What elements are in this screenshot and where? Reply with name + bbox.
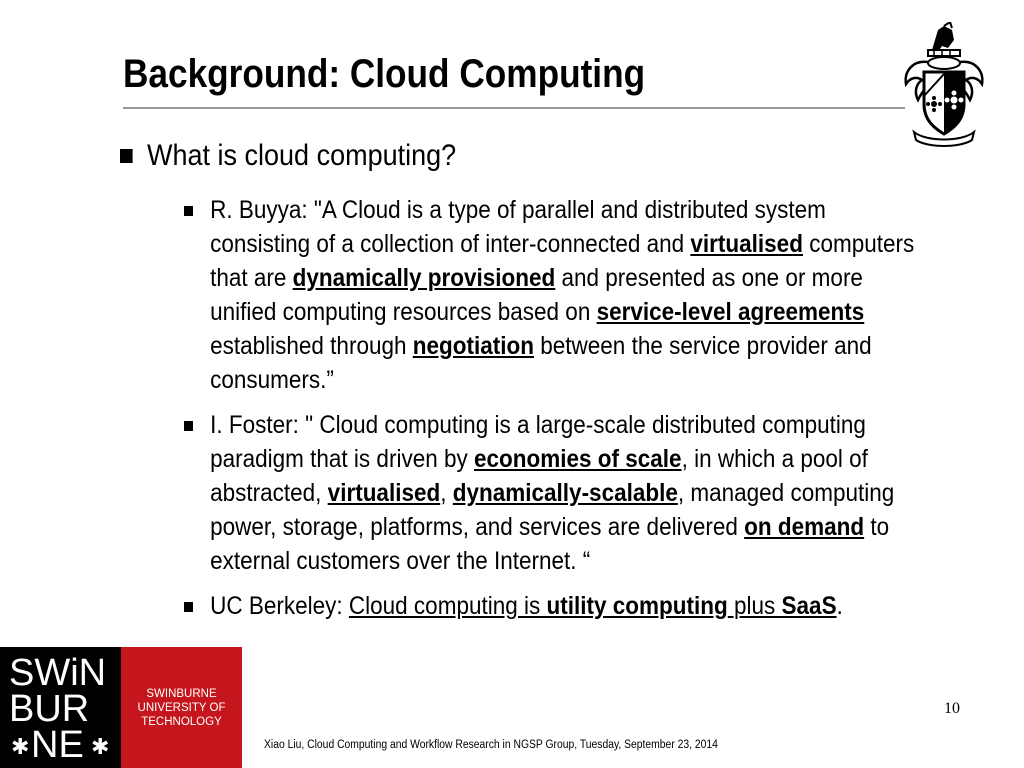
logo-name-line-1: SWINBURNE (146, 687, 217, 700)
page-number: 10 (944, 700, 960, 717)
logo-mark-line-1: SWiN (9, 652, 107, 694)
square-bullet-icon (184, 206, 193, 216)
foster-text-5: to external customers over the Internet. “ (210, 513, 890, 575)
question-text: What is cloud computing? (147, 139, 457, 172)
buyya-text-1: R. Buyya: "A Cloud is a type of parallel and distributed system consisting of a collection of inter-connected and (210, 196, 826, 258)
berkeley-underlined-2: plus (727, 592, 782, 620)
square-bullet-icon (120, 149, 133, 163)
buyya-text-5: between the service provider and consumers.” (210, 332, 872, 394)
buyya-keyword-provisioned: dynamically provisioned (292, 264, 556, 292)
foster-text-3: , (440, 479, 453, 507)
footer-text: Xiao Liu, Cloud Computing and Workflow Research in NGSP Group, Tuesday, September 23, 2014 (264, 739, 718, 751)
logo-star-right-icon: ✱ (91, 734, 110, 759)
buyya-text-2: computers that are (210, 230, 915, 292)
swinburne-logo-name (121, 647, 242, 768)
buyya-keyword-virtualised: virtualised (690, 230, 803, 258)
berkeley-keyword-utility: utility computing (546, 592, 728, 620)
foster-keyword-scalable: dynamically-scalable (452, 479, 678, 507)
berkeley-text-2: . (836, 592, 843, 620)
crest-icon (898, 22, 990, 148)
square-bullet-icon (184, 602, 193, 612)
foster-text-2: , in which a pool of abstracted, (210, 445, 868, 507)
definitions-list (184, 193, 918, 634)
berkeley-text-1: UC Berkeley: (210, 592, 349, 620)
buyya-keyword-negotiation: negotiation (412, 332, 535, 360)
swinburne-logo-svg (0, 647, 121, 768)
slide-title: Background: Cloud Computing (123, 52, 646, 96)
question-bullet (120, 136, 456, 176)
foster-keyword-virtualised: virtualised (327, 479, 441, 507)
logo-name-line-3: TECHNOLOGY (141, 715, 222, 728)
buyya-text-3: and presented as one or more unified computing resources based on (210, 264, 863, 326)
foster-definition (184, 408, 918, 578)
foster-keyword-economies: economies of scale (473, 445, 682, 473)
berkeley-keyword-saas: SaaS (781, 592, 837, 620)
logo-star-left-icon: ✱ (11, 734, 30, 759)
title-divider (123, 107, 905, 109)
berkeley-underlined-1: Cloud computing is (348, 592, 547, 620)
logo-mark-line-3: NE (31, 724, 84, 766)
berkeley-definition (184, 589, 918, 623)
logo-mark-line-2: BUR (9, 688, 90, 730)
foster-text-1: I. Foster: " Cloud computing is a large-scale distributed computing paradigm that is driven by (210, 411, 866, 473)
swinburne-logo-mark (0, 647, 121, 768)
buyya-keyword-sla: service-level agreements (596, 298, 865, 326)
logo-name-line-2: UNIVERSITY OF (137, 701, 226, 714)
foster-keyword-on-demand: on demand (744, 513, 865, 541)
buyya-text-4: established through (210, 332, 413, 360)
buyya-definition (184, 193, 918, 397)
foster-text-4: , managed computing power, storage, platforms, and services are delivered (210, 479, 895, 541)
square-bullet-icon (184, 421, 193, 431)
